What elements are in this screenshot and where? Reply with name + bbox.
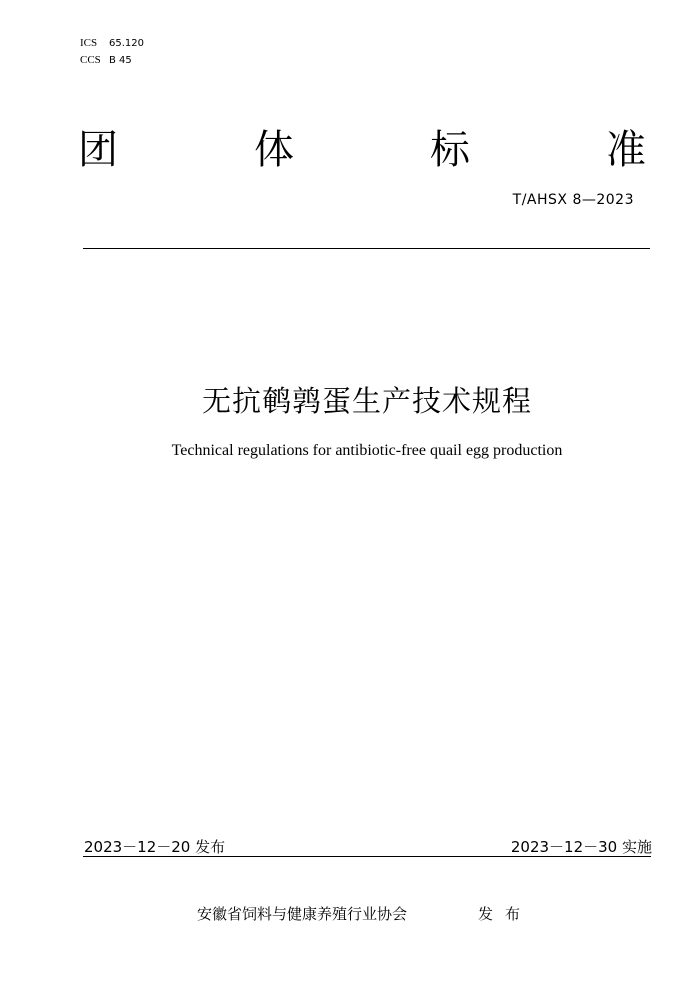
standard-type-char: 标 — [430, 127, 470, 173]
issue-date: 2023－12－20 发布 — [84, 838, 226, 856]
classification-codes — [80, 35, 144, 69]
standard-type-heading — [78, 126, 646, 174]
ics-label: ICS — [80, 37, 98, 49]
header-divider — [83, 248, 650, 249]
standard-number: T/AHSX 8—2023 — [512, 192, 634, 208]
ics-value: 65.120 — [109, 38, 144, 49]
document-title-english: Technical regulations for antibiotic-free quail egg production — [171, 442, 563, 459]
implementation-date: 2023－12－30 实施 — [510, 838, 652, 856]
ccs-value: B 45 — [109, 55, 132, 66]
publisher-name: 安徽省饲料与健康养殖行业协会 — [197, 905, 408, 923]
ics-code — [80, 35, 144, 52]
ccs-code — [80, 52, 144, 69]
standard-type-char: 准 — [606, 127, 646, 173]
footer-divider — [83, 856, 651, 857]
ccs-label: CCS — [80, 54, 101, 66]
standard-type-char: 体 — [254, 127, 294, 173]
document-title-chinese: 无抗鹌鹑蛋生产技术规程 — [201, 384, 532, 418]
publish-label: 发布 — [478, 905, 533, 923]
standard-type-char: 团 — [78, 127, 118, 173]
